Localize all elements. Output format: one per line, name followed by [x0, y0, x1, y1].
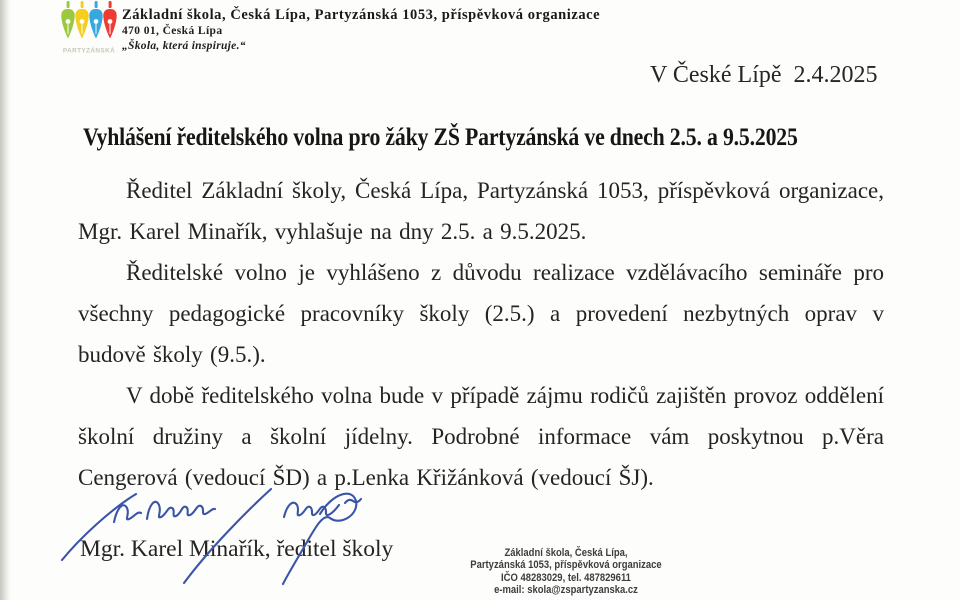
place-and-date: V České Lípě 2.4.2025 — [650, 62, 878, 88]
paragraph: V době ředitelského volna bude v případě zájmu rodičů zajištěn provoz oddělení školní družiny a školní jídelny. Podrobné informace vám poskytnou p.Věra Cengerová (vedoucí ŠD) a p.Lenka Křižánková (vedoucí ŠJ). — [78, 383, 884, 490]
paragraph: Ředitelské volno je vyhlášeno z důvodu realizace vzdělávacího semináře pro všechny pedagogické pracovníky školy (2.5.) a provedení nezbytných oprav v budově školy (9.5.). — [78, 260, 884, 367]
handwritten-signature — [52, 486, 364, 600]
school-logo-icon — [58, 0, 120, 58]
pen-stems — [67, 1, 112, 8]
pen-nib-icon — [89, 9, 102, 39]
scan-edge-shadow — [0, 0, 11, 600]
school-motto: „Škola, která inspiruje.“ — [122, 39, 246, 52]
stamp-line: e-mail: skola@zspartyzanska.cz — [494, 584, 638, 597]
school-name: Základní škola, Česká Lípa, Partyzánská 1053, příspěvková organizace — [122, 7, 601, 23]
pen-nib-icon — [75, 9, 88, 39]
signer-name: Mgr. Karel Minařík, ředitel školy — [80, 536, 394, 562]
school-address: 470 01, Česká Lípa — [122, 25, 223, 38]
stamp-line: IČO 48283029, tel. 487829611 — [501, 571, 631, 584]
logo-caption: PARTYZÁNSKÁ — [62, 47, 116, 55]
document-title: Vyhlášení ředitelského volna pro žáky ZŠ Partyzánská ve dnech 2.5. a 9.5.2025 — [83, 124, 798, 151]
pen-nib-icon — [61, 9, 74, 39]
pen-nib-icon — [103, 9, 116, 39]
paragraph: Ředitel Základní školy, Česká Lípa, Partyzánská 1053, příspěvková organizace, Mgr. Karel Minařík, vyhlašuje na dny 2.5. a 9.5.2025. — [78, 178, 884, 244]
stamp-line: Základní škola, Česká Lípa, — [504, 547, 628, 559]
stamp-line: Partyzánská 1053, příspěvková organizace — [470, 559, 662, 572]
school-stamp — [463, 547, 669, 597]
letter-body — [78, 170, 884, 498]
letterhead — [122, 7, 600, 53]
